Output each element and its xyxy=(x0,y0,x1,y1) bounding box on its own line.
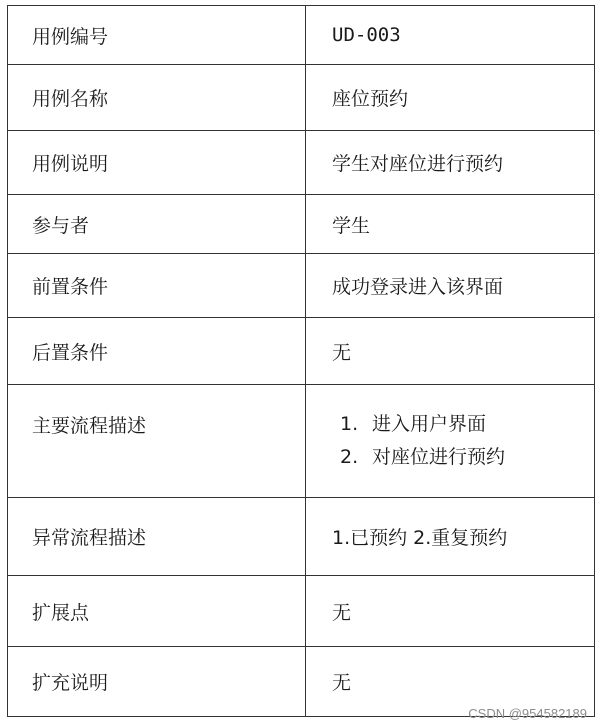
table-row xyxy=(8,6,595,65)
table-row xyxy=(8,65,595,131)
row-label: 参与者 xyxy=(8,195,306,254)
row-value: 无 xyxy=(306,318,595,385)
row-label: 用例说明 xyxy=(8,131,306,195)
table-row xyxy=(8,131,595,195)
row-label: 前置条件 xyxy=(8,254,306,318)
table-row xyxy=(8,385,595,498)
row-label: 后置条件 xyxy=(8,318,306,385)
table-row xyxy=(8,498,595,576)
table-row xyxy=(8,254,595,318)
row-value: 座位预约 xyxy=(306,65,595,131)
row-value: 成功登录进入该界面 xyxy=(306,254,595,318)
row-value: 1.已预约 2.重复预约 xyxy=(306,498,595,576)
table-row xyxy=(8,195,595,254)
row-value: UD-003 xyxy=(306,6,595,65)
row-label: 扩展点 xyxy=(8,576,306,647)
table-row xyxy=(8,576,595,647)
row-label: 扩充说明 xyxy=(8,647,306,717)
row-value: 学生 xyxy=(306,195,595,254)
watermark: CSDN @954582189 xyxy=(468,706,587,721)
row-label: 主要流程描述 xyxy=(8,385,306,498)
row-label: 异常流程描述 xyxy=(8,498,306,576)
list-item: 2. 对座位进行预约 xyxy=(340,446,506,468)
table-row xyxy=(8,318,595,385)
row-value: 无 xyxy=(306,647,595,717)
use-case-table xyxy=(7,5,595,717)
main-flow-steps xyxy=(332,408,594,474)
row-label: 用例名称 xyxy=(8,65,306,131)
row-value: 学生对座位进行预约 xyxy=(306,131,595,195)
row-label: 用例编号 xyxy=(8,6,306,65)
row-value xyxy=(306,385,595,498)
row-value: 无 xyxy=(306,576,595,647)
list-item: 1. 进入用户界面 xyxy=(340,413,487,435)
